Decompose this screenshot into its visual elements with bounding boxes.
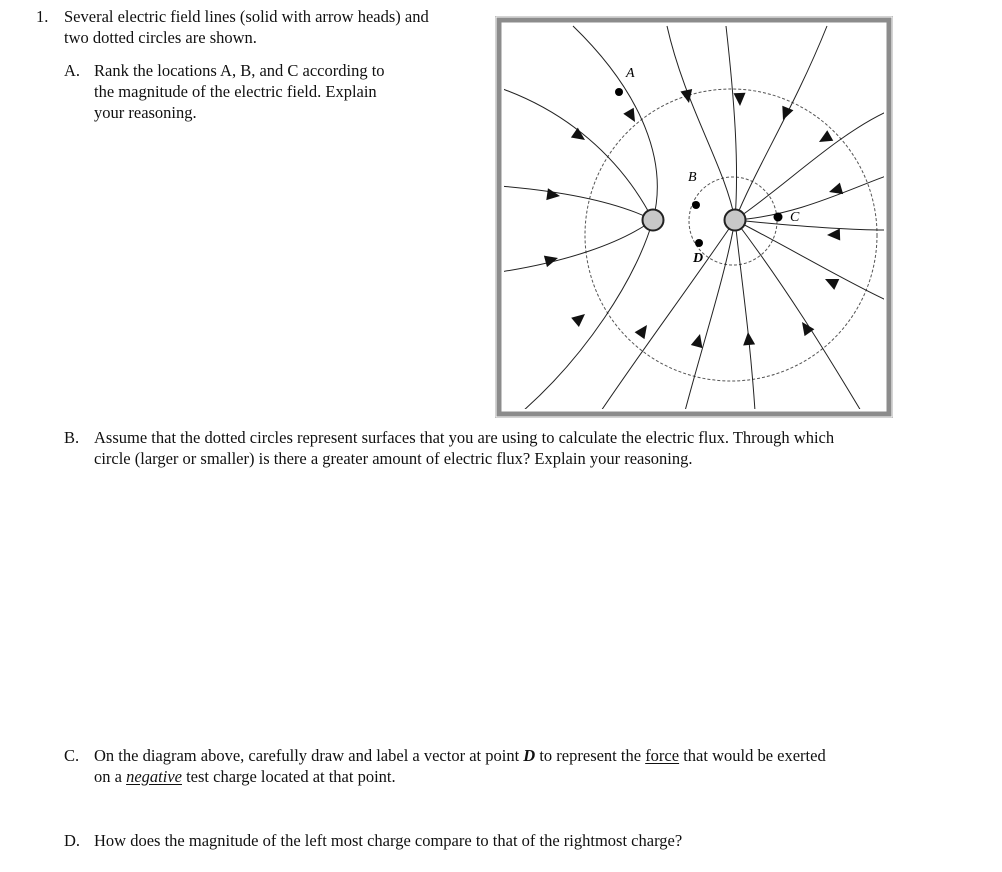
part-a-line: the magnitude of the electric field. Explain [94, 82, 377, 101]
part-c-prompt [94, 745, 826, 787]
electric-field-diagram [495, 16, 893, 418]
part-a-label: A. [64, 61, 81, 80]
part-b-prompt [94, 427, 834, 469]
part-a-prompt [94, 60, 385, 123]
part-c-text: to represent the [535, 746, 646, 765]
part-b-line: circle (larger or smaller) is there a greater amount of electric flux? Explain your reasoning. [94, 449, 693, 468]
part-c-line [94, 766, 826, 787]
point-d-reference: D [523, 746, 536, 765]
point-c-dot [774, 213, 783, 222]
force-emphasis: force [645, 746, 680, 765]
question-number: 1. [36, 7, 49, 26]
part-c-text: On the diagram above, carefully draw and label a vector at point [94, 746, 524, 765]
part-b-label: B. [64, 428, 80, 447]
left-charge [643, 210, 664, 231]
part-d-label: D. [64, 831, 81, 850]
part-d-prompt: How does the magnitude of the left most charge compare to that of the rightmost charge? [94, 831, 683, 850]
right-charge [725, 210, 746, 231]
question-stem [64, 6, 429, 48]
part-c-text: on a [94, 767, 127, 786]
point-c-label: C [790, 210, 800, 225]
part-b-line: Assume that the dotted circles represent surfaces that you are using to calculate the electric flux. Through which [94, 428, 835, 447]
point-b-label: B [688, 170, 697, 185]
part-c-text: that would be exerted [679, 746, 826, 765]
point-d-label: D [693, 251, 704, 266]
part-c-text: test charge located at that point. [181, 767, 396, 786]
question-stem-line: Several electric field lines (solid with arrow heads) and [64, 7, 429, 26]
negative-emphasis: negative [126, 767, 182, 786]
part-c-line [94, 745, 826, 766]
point-a-label: A [626, 66, 635, 81]
point-b-dot [692, 201, 700, 209]
part-c-label: C. [64, 746, 80, 765]
part-a-line: your reasoning. [94, 103, 197, 122]
point-a-dot [615, 88, 623, 96]
point-d-dot [695, 239, 703, 247]
diagram-outer-frame [495, 16, 893, 418]
question-stem-line: two dotted circles are shown. [64, 28, 257, 47]
part-a-line: Rank the locations A, B, and C according to [94, 61, 385, 80]
